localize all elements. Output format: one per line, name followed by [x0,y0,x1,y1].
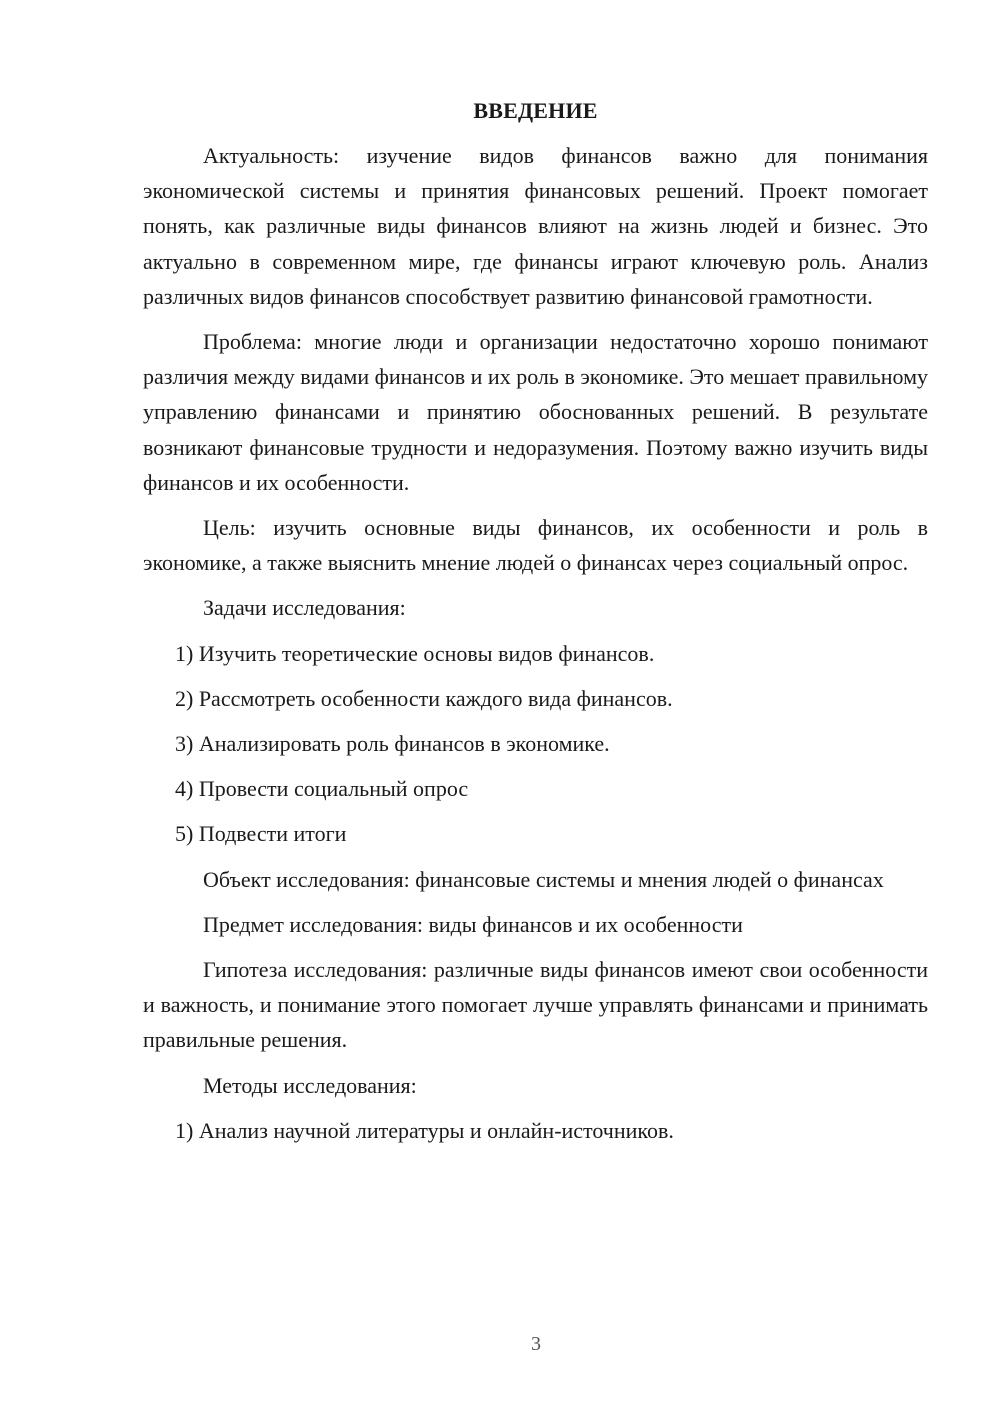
page-content [143,93,928,1158]
paragraph-hypothesis: Гипотеза исследования: различные виды финансов имеют свои особенности и важность, и понимание этого помогает лучше управлять финансами и принимать правильные решения. [143,957,928,1053]
paragraph-subject: Предмет исследования: виды финансов и их особенности [203,911,743,937]
list-item-task-5: 5) Подвести итоги [175,821,347,847]
list-item-method-1: 1) Анализ научной литературы и онлайн-источников. [175,1117,674,1143]
paragraph-object: Объект исследования: финансовые системы и мнения людей о финансах [203,866,884,892]
paragraph-problem: Проблема: многие люди и организации недостаточно хорошо понимают различия между видами финансов и их роль в экономике. Это мешает правильному управлению финансами и принятию обоснованных решений. В результате возникают финансовые трудности и недоразумения. Поэтому важно изучить виды финансов и их особенности. [143,329,928,495]
list-item-task-1: 1) Изучить теоретические основы видов финансов. [175,640,655,666]
section-title: ВВЕДЕНИЕ [473,98,598,123]
paragraph-relevance: Актуальность: изучение видов финансов важно для понимания экономической системы и принятия финансовых решений. Проект помогает понять, как различные виды финансов влияют на жизнь людей и бизнес. Это актуально в современном мире, где финансы играют ключевую роль. Анализ различных видов финансов способствует развитию финансовой грамотности. [143,143,928,309]
methods-heading: Методы исследования: [203,1072,417,1098]
list-item-task-2: 2) Рассмотреть особенности каждого вида финансов. [175,685,673,711]
tasks-heading: Задачи исследования: [203,595,406,621]
paragraph-goal: Цель: изучить основные виды финансов, их особенности и роль в экономике, а также выяснить мнение людей о финансах через социальный опрос. [143,515,928,576]
list-item-task-4: 4) Провести социальный опрос [175,776,469,802]
list-item-task-3: 3) Анализировать роль финансов в экономике. [175,731,610,757]
page-number: 3 [531,1333,541,1355]
